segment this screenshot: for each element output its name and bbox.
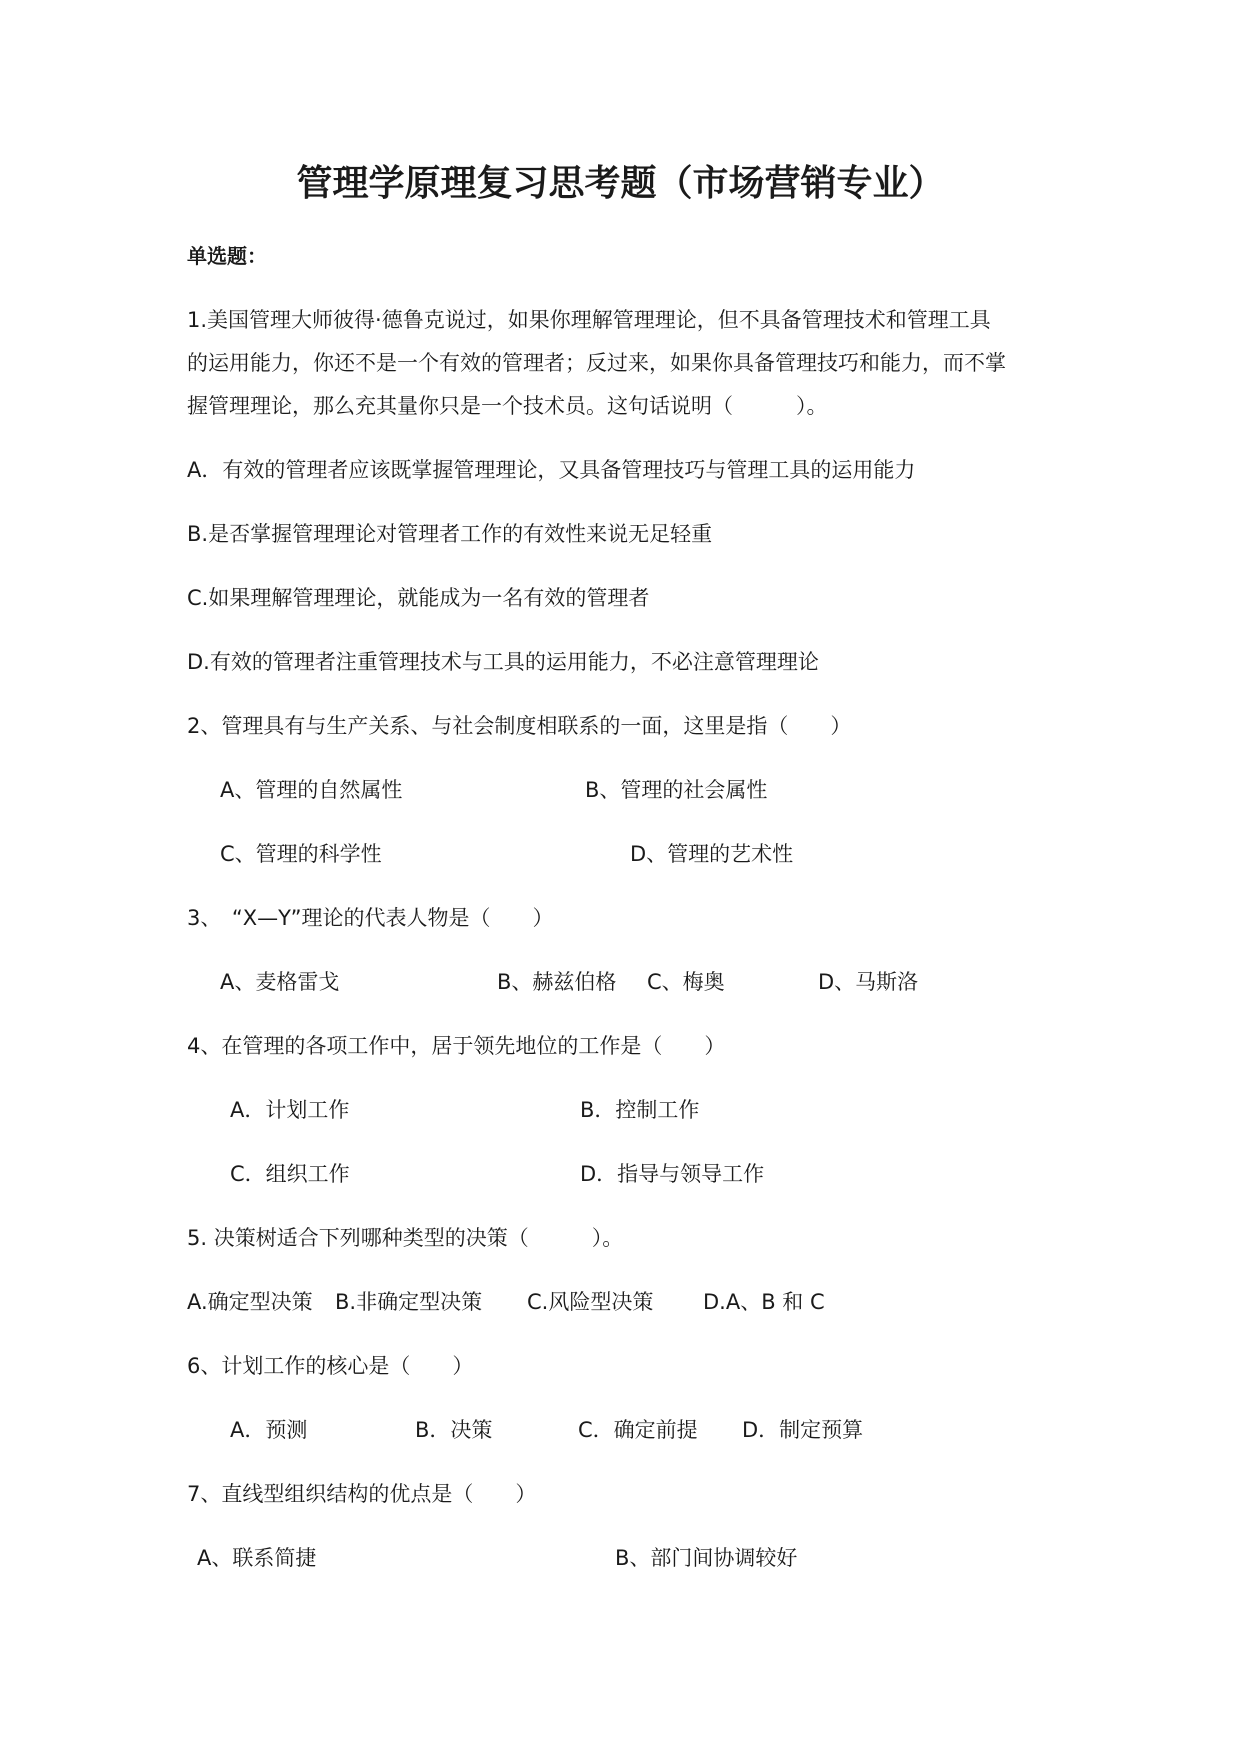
q1-option-c: C.如果理解管理理论，就能成为一名有效的管理者 [187, 586, 650, 610]
q3-option-c: C、梅奥 [647, 970, 725, 994]
q1-stem-line2: 的运用能力，你还不是一个有效的管理者；反过来，如果你具备管理技巧和能力，而不掌 [187, 351, 1006, 375]
q4-option-b: B．控制工作 [580, 1098, 700, 1122]
q6-option-b: B．决策 [415, 1418, 493, 1442]
q2-option-c: C、管理的科学性 [220, 842, 382, 866]
q4-option-d: D．指导与领导工作 [580, 1162, 765, 1186]
q7-stem: 7、直线型组织结构的优点是（ ） [187, 1482, 537, 1506]
page-title: 管理学原理复习思考题（市场营销专业） [296, 163, 945, 204]
q5-stem: 5. 决策树适合下列哪种类型的决策（ ）。 [187, 1226, 624, 1250]
q4-option-c: C．组织工作 [230, 1162, 350, 1186]
q1-stem-line3: 握管理理论，那么充其量你只是一个技术员。这句话说明（ ）。 [187, 394, 828, 418]
q2-option-a: A、管理的自然属性 [220, 778, 403, 802]
q2-option-b: B、管理的社会属性 [585, 778, 768, 802]
q2-stem: 2、管理具有与生产关系、与社会制度相联系的一面，这里是指（ ） [187, 714, 852, 738]
q7-option-b: B、部门间协调较好 [615, 1546, 798, 1570]
q4-stem: 4、在管理的各项工作中，居于领先地位的工作是（ ） [187, 1034, 726, 1058]
q5-option-a: A.确定型决策 [187, 1290, 313, 1314]
q2-option-d: D、管理的艺术性 [630, 842, 794, 866]
q7-option-a: A、联系简捷 [197, 1546, 317, 1570]
q3-option-a: A、麦格雷戈 [220, 970, 340, 994]
q4-option-a: A．计划工作 [230, 1098, 350, 1122]
q5-option-b: B.非确定型决策 [335, 1290, 483, 1314]
q6-option-c: C．确定前提 [578, 1418, 698, 1442]
section-heading: 单选题： [187, 244, 267, 268]
q1-option-b: B.是否掌握管理理论对管理者工作的有效性来说无足轻重 [187, 522, 713, 546]
q3-stem: 3、 “X—Y”理论的代表人物是（ ） [187, 906, 554, 930]
q1-stem-line1: 1.美国管理大师彼得·德鲁克说过，如果你理解管理理论，但不具备管理技术和管理工具 [187, 308, 991, 332]
q3-option-b: B、赫兹伯格 [497, 970, 617, 994]
q6-option-a: A．预测 [230, 1418, 308, 1442]
q6-option-d: D．制定预算 [742, 1418, 864, 1442]
q1-option-a: A．有效的管理者应该既掌握管理理论，又具备管理技巧与管理工具的运用能力 [187, 458, 916, 482]
q5-option-d: D.A、B 和 C [703, 1290, 825, 1314]
q1-option-d: D.有效的管理者注重管理技术与工具的运用能力，不必注意管理理论 [187, 650, 819, 674]
q6-stem: 6、计划工作的核心是（ ） [187, 1354, 474, 1378]
q5-option-c: C.风险型决策 [527, 1290, 654, 1314]
q3-option-d: D、马斯洛 [818, 970, 919, 994]
